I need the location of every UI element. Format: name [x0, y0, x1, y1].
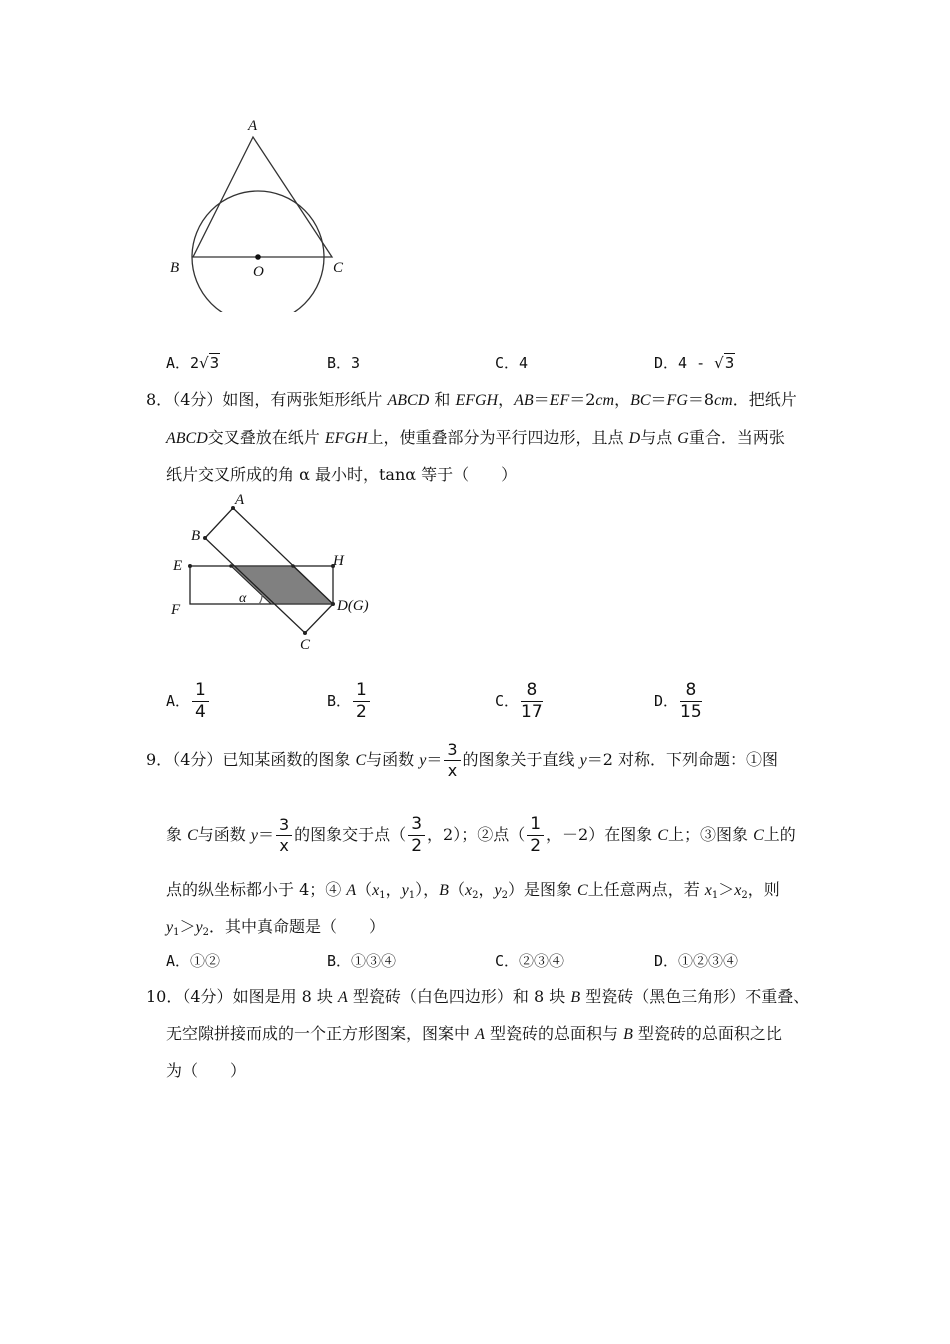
option-letter: B．: [327, 354, 352, 372]
math-var: B: [623, 1026, 633, 1043]
text: ＝: [650, 390, 667, 409]
subscript: 1: [379, 890, 386, 901]
option-text: 4 -: [678, 354, 715, 372]
label-e: E: [173, 558, 183, 574]
q9-line-4: [166, 914, 385, 938]
q9-option-d[interactable]: [654, 950, 738, 971]
q7-option-c[interactable]: [495, 352, 528, 373]
option-letter: C．: [495, 354, 520, 372]
option-letter: D．: [654, 354, 679, 372]
option-letter: A．: [166, 354, 191, 372]
fraction: [353, 682, 370, 721]
label-a: A: [248, 118, 258, 134]
math-var: C: [753, 827, 764, 844]
subscript: 1: [173, 927, 180, 938]
text: 与函数: [197, 825, 251, 844]
q8-option-a[interactable]: [166, 682, 211, 721]
label-o: O: [253, 264, 264, 280]
text: 上任意两点，若: [587, 880, 705, 899]
question-score: （4分）: [172, 390, 223, 409]
fraction: [276, 817, 292, 854]
label-c: C: [333, 260, 344, 276]
denominator: x: [279, 836, 289, 855]
text: 型瓷砖的总面积之比: [632, 1024, 782, 1043]
question-number: 10．: [146, 987, 183, 1006]
numerator: 8: [680, 682, 702, 702]
q10-line-3: [166, 1058, 246, 1081]
math-var: x: [464, 882, 473, 899]
math-var: EFGH: [455, 392, 499, 409]
text: 上，使重叠部分为平行四边形，且点: [367, 428, 629, 447]
subscript: 2: [472, 890, 479, 901]
text: ，2）；②点（: [427, 825, 526, 844]
math-var: x: [372, 882, 380, 899]
text: 已知某函数的图象: [222, 750, 356, 769]
math-var: EFGH: [324, 430, 368, 447]
question-score: （4分）: [172, 750, 223, 769]
q8-line-1: [146, 387, 797, 410]
text: （: [448, 880, 465, 899]
q8-option-c[interactable]: [495, 682, 545, 721]
point-e: [188, 564, 192, 568]
math-var: C: [355, 752, 367, 769]
circle-o: [192, 191, 324, 312]
text: ＞: [718, 880, 735, 899]
center-point-o: [255, 254, 261, 260]
text: ，: [385, 880, 402, 899]
text: 与点: [640, 428, 678, 447]
math-var: y: [401, 882, 409, 899]
point-c: [303, 631, 307, 635]
text: ＝: [257, 825, 274, 844]
fraction: [527, 816, 544, 855]
point-dg: [331, 602, 335, 606]
text: 的图象关于直线: [462, 750, 580, 769]
text: ．其中真命题是（ ）: [208, 917, 385, 936]
denominator: 4: [195, 702, 206, 722]
text: 型瓷砖（白色四边形）和 8 块: [347, 987, 571, 1006]
math-var: C: [187, 827, 198, 844]
denominator: 2: [411, 836, 423, 856]
option-text: 2: [190, 354, 200, 372]
numerator: 1: [527, 816, 544, 836]
angle-alpha-arc: [259, 595, 262, 604]
q7-option-d[interactable]: [654, 352, 735, 373]
numerator: 3: [276, 817, 292, 836]
subscript: 1: [711, 890, 719, 901]
math-unit: cm: [595, 392, 615, 409]
option-letter: B．: [327, 692, 352, 710]
triangle-abc: [193, 137, 332, 257]
math-var: y: [494, 882, 502, 899]
fraction: [192, 682, 209, 721]
math-var: y: [579, 752, 587, 769]
point-intersect-2: [291, 564, 295, 568]
math-var: y: [419, 752, 427, 769]
math-var: x: [734, 882, 742, 899]
math-var: x: [704, 882, 712, 899]
text: ＝: [426, 750, 443, 769]
math-var: FG: [666, 392, 688, 409]
text: 为（ ）: [166, 1061, 247, 1080]
math-var: C: [577, 882, 588, 899]
q9-line-1: [146, 742, 778, 779]
label-b: B: [191, 528, 201, 544]
subscript: 2: [741, 890, 748, 901]
denominator: 2: [530, 836, 542, 856]
denominator: x: [447, 761, 458, 780]
math-var: y: [166, 919, 174, 936]
fraction: [521, 682, 543, 721]
text: 上的: [763, 825, 796, 844]
option-text: ②③④: [519, 952, 565, 970]
text: 点的纵坐标都小于 4；④: [166, 880, 347, 899]
numerator: 3: [408, 816, 425, 836]
option-text: ①③④: [351, 952, 397, 970]
numerator: 1: [192, 682, 209, 702]
question-number: 9．: [146, 750, 173, 769]
text: ＝: [533, 390, 550, 409]
text: ＝2: [569, 390, 596, 409]
math-var: BC: [630, 392, 651, 409]
text: 型瓷砖的总面积与: [484, 1024, 624, 1043]
q9-option-b[interactable]: [327, 950, 396, 971]
numerator: 8: [521, 682, 543, 702]
text: ＝8: [687, 390, 715, 409]
q9-option-a[interactable]: [166, 950, 220, 971]
text: ）是图象: [507, 880, 578, 899]
option-letter: A．: [166, 952, 191, 970]
text: ＝2 对称．下列命题：①图: [586, 750, 779, 769]
text: 交叉叠放在纸片: [207, 428, 325, 447]
fraction: [444, 742, 460, 779]
fraction: [408, 816, 425, 855]
text: 如图，有两张矩形纸片: [222, 390, 388, 409]
q8-line-3: [166, 462, 517, 485]
math-unit: cm: [714, 392, 733, 409]
option-letter: A．: [166, 692, 191, 710]
text: ，: [498, 390, 515, 409]
subscript: 2: [501, 890, 508, 901]
subscript: 1: [408, 890, 416, 901]
q7-option-b[interactable]: [327, 352, 360, 373]
math-var: D: [628, 430, 641, 447]
q9-line-2: [166, 816, 796, 855]
label-a: A: [235, 492, 245, 508]
math-var: ABCD: [166, 430, 208, 447]
math-var: AB: [514, 392, 534, 409]
math-var: B: [439, 882, 449, 899]
text: 无空隙拼接而成的一个正方形图案，图案中: [166, 1024, 476, 1043]
q7-option-a[interactable]: [166, 352, 220, 373]
label-alpha: α: [239, 591, 247, 606]
text: 与函数: [366, 750, 420, 769]
text: ，则: [747, 880, 780, 899]
math-var: A: [338, 989, 348, 1006]
option-text: 3: [351, 354, 361, 372]
math-var: B: [570, 989, 581, 1006]
label-dg: D(G): [337, 598, 369, 614]
text: 重合．当两张: [688, 428, 785, 447]
sqrt-symbol: √3: [199, 354, 220, 372]
denominator: 17: [521, 702, 543, 722]
text: ），: [415, 880, 440, 899]
q7-triangle-circle-figure: [160, 112, 360, 312]
q9-option-c[interactable]: [495, 950, 564, 971]
text: （: [356, 880, 373, 899]
label-h: H: [333, 553, 344, 569]
option-letter: B．: [327, 952, 352, 970]
option-text: ①②③④: [678, 952, 739, 970]
question-score: （4分）: [182, 987, 233, 1006]
q10-line-2: [166, 1021, 782, 1044]
label-f: F: [171, 602, 181, 618]
math-var: A: [346, 882, 357, 899]
text: ，－2）在图象: [546, 825, 658, 844]
math-var: C: [657, 827, 668, 844]
q8-rectangles-figure: [165, 492, 385, 657]
math-var: y: [195, 919, 203, 936]
text: 的图象交于点（: [294, 825, 407, 844]
point-intersect-1: [229, 564, 233, 568]
q8-option-d[interactable]: [654, 682, 704, 721]
text: 和: [429, 390, 456, 409]
sqrt-symbol: √3: [714, 354, 735, 372]
math-var: A: [475, 1026, 485, 1043]
text: 型瓷砖（黑色三角形）不重叠、: [580, 987, 810, 1006]
question-number: 8．: [146, 390, 173, 409]
math-var: ABCD: [387, 392, 430, 409]
option-letter: C．: [495, 692, 520, 710]
q9-line-3: [166, 877, 780, 901]
denominator: 2: [356, 702, 367, 722]
math-var: y: [250, 827, 258, 844]
option-text: ①②: [190, 952, 221, 970]
subscript: 2: [202, 927, 209, 938]
text: ，: [478, 880, 495, 899]
text: 象: [166, 825, 188, 844]
point-b: [203, 536, 207, 540]
option-letter: C．: [495, 952, 520, 970]
q8-option-b[interactable]: [327, 682, 372, 721]
text: ．把纸片: [732, 390, 797, 409]
fraction: [680, 682, 702, 721]
text: ，: [614, 390, 631, 409]
text: 上；③图象: [667, 825, 754, 844]
math-var: G: [677, 430, 689, 447]
label-b: B: [170, 260, 180, 276]
q8-line-2: [166, 425, 785, 448]
denominator: 15: [680, 702, 702, 722]
text: 如图是用 8 块: [232, 987, 339, 1006]
numerator: 1: [353, 682, 370, 702]
text: ＞: [179, 917, 196, 936]
text: 纸片交叉所成的角 α 最小时，tanα 等于（ ）: [166, 465, 518, 484]
label-c: C: [300, 637, 311, 653]
option-text: 4: [519, 354, 529, 372]
numerator: 3: [444, 742, 460, 761]
math-var: EF: [549, 392, 570, 409]
option-letter: D．: [654, 952, 679, 970]
q10-line-1: [146, 984, 809, 1007]
option-letter: D．: [654, 692, 679, 710]
